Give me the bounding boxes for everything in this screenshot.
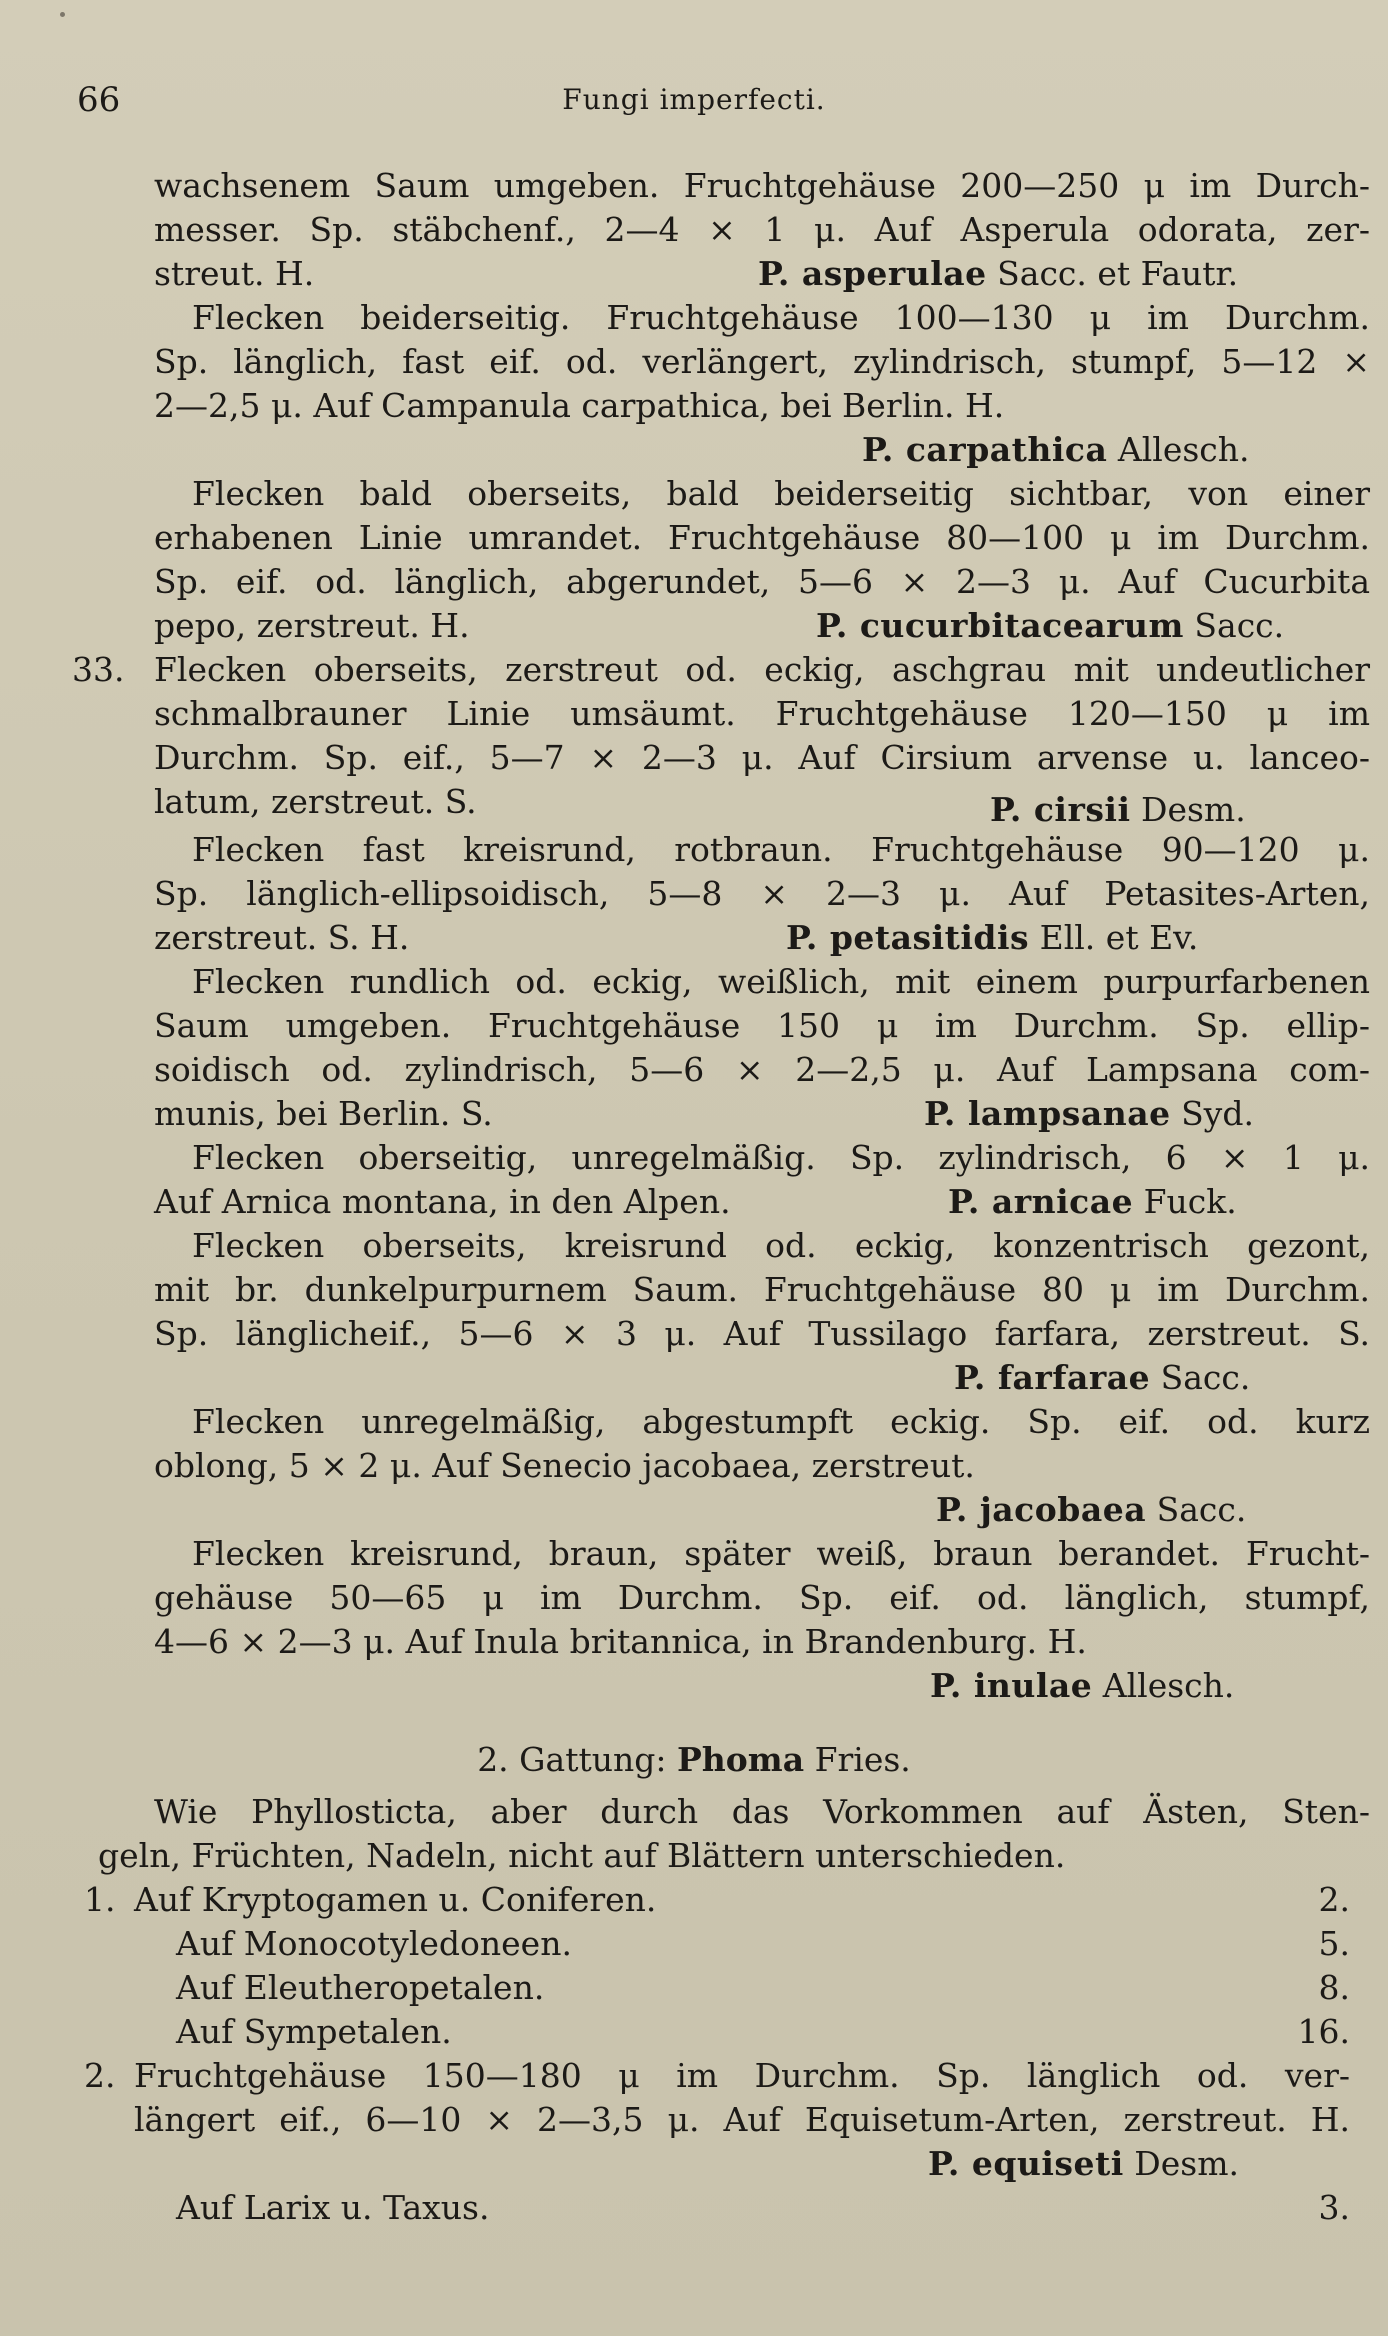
text-line: Flecken bald oberseits, bald beiderseitig sichtbar, von einer [192,474,1370,513]
key-ref: 2. [1318,1880,1350,1919]
key-number: 1. [84,1880,116,1919]
text-line: Flecken oberseitig, unregelmäßig. Sp. zylindrisch, 6 × 1 μ. [192,1138,1370,1177]
species-name: P. asperulae Sacc. et Fautr. [758,254,1239,293]
species-name: P. lampsanae Syd. [924,1094,1254,1133]
key-text: Auf Eleutheropetalen. [176,1968,545,2007]
key-number: 2. [84,2056,116,2095]
text-line: Sp. länglich, fast eif. od. verlängert, zylindrisch, stumpf, 5—12 × [154,342,1370,381]
text-line: messer. Sp. stäbchenf., 2—4 × 1 μ. Auf Asperula odorata, zer- [154,210,1370,249]
species-name: P. arnicae Fuck. [948,1182,1237,1221]
text-line: Flecken oberseits, kreisrund od. eckig, konzentrisch gezont, [192,1226,1370,1265]
species-name: P. equiseti Desm. [928,2144,1240,2183]
text-line: Flecken fast kreisrund, rotbraun. Fruchtgehäuse 90—120 μ. [192,830,1370,869]
text-line: schmalbrauner Linie umsäumt. Fruchtgehäuse 120—150 μ im [154,694,1370,733]
text-line: Auf Arnica montana, in den Alpen. [154,1182,731,1221]
text-line: wachsenem Saum umgeben. Fruchtgehäuse 200—250 μ im Durch- [154,166,1370,205]
paper-speck [60,12,65,17]
key-text: Auf Kryptogamen u. Coniferen. [134,1880,657,1919]
text-line: gehäuse 50—65 μ im Durchm. Sp. eif. od. länglich, stumpf, [154,1578,1370,1617]
key-ref: 8. [1318,1968,1350,2007]
species-name: P. inulae Allesch. [930,1666,1235,1705]
genus-heading: 2. Gattung: Phoma Fries. [477,1740,911,1779]
species-name: P. farfarae Sacc. [954,1358,1251,1397]
text-line: Flecken oberseits, zerstreut od. eckig, aschgrau mit undeutlicher [154,650,1370,689]
text-line: oblong, 5 × 2 μ. Auf Senecio jacobaea, zerstreut. [154,1446,975,1485]
page-number: 66 [77,80,121,120]
key-ref: 3. [1318,2188,1350,2227]
text-line: erhabenen Linie umrandet. Fruchtgehäuse 80—100 μ im Durchm. [154,518,1370,557]
text-line: Flecken beiderseitig. Fruchtgehäuse 100—130 μ im Durchm. [192,298,1370,337]
text-line: Sp. länglicheif., 5—6 × 3 μ. Auf Tussilago farfara, zerstreut. S. [154,1314,1370,1353]
text-line: 2—2,5 μ. Auf Campanula carpathica, bei Berlin. H. [154,386,1005,425]
text-line: längert eif., 6—10 × 2—3,5 μ. Auf Equisetum-Arten, zerstreut. H. [134,2100,1350,2139]
text-line: Flecken rundlich od. eckig, weißlich, mit einem purpurfarbenen [192,962,1370,1001]
text-line: geln, Früchten, Nadeln, nicht auf Blättern unterschieden. [98,1836,1066,1875]
text-line: Saum umgeben. Fruchtgehäuse 150 μ im Durchm. Sp. ellip- [154,1006,1370,1045]
species-name: P. petasitidis Ell. et Ev. [786,918,1199,957]
text-line: soidisch od. zylindrisch, 5—6 × 2—2,5 μ. Auf Lampsana com- [154,1050,1370,1089]
species-name: P. jacobaea Sacc. [936,1490,1247,1529]
running-title: Fungi imperfecti. [562,83,826,116]
text-line: 4—6 × 2—3 μ. Auf Inula britannica, in Brandenburg. H. [154,1622,1087,1661]
text-line: Durchm. Sp. eif., 5—7 × 2—3 μ. Auf Cirsium arvense u. lanceo- [154,738,1370,777]
text-line: pepo, zerstreut. H. [154,606,470,645]
species-name: P. cucurbitacearum Sacc. [816,606,1285,645]
text-line: Wie Phyllosticta, aber durch das Vorkommen auf Ästen, Sten- [154,1792,1370,1831]
text-line: munis, bei Berlin. S. [154,1094,493,1133]
text-line: latum, zerstreut. S. [154,782,477,821]
text-line: Flecken unregelmäßig, abgestumpft eckig. Sp. eif. od. kurz [192,1402,1370,1441]
species-name: P. carpathica Allesch. [862,430,1250,469]
key-text: Auf Larix u. Taxus. [176,2188,490,2227]
key-text: Auf Monocotyledoneen. [176,1924,572,1963]
text-line: Sp. eif. od. länglich, abgerundet, 5—6 × 2—3 μ. Auf Cucurbita [154,562,1370,601]
key-number: 33. [72,650,125,689]
species-name: P. cirsii Desm. [990,790,1246,829]
text-line: Flecken kreisrund, braun, später weiß, braun berandet. Frucht- [192,1534,1370,1573]
text-line: streut. H. [154,254,315,293]
text-line: Fruchtgehäuse 150—180 μ im Durchm. Sp. länglich od. ver- [134,2056,1350,2095]
key-text: Auf Sympetalen. [176,2012,452,2051]
text-line: Sp. länglich-ellipsoidisch, 5—8 × 2—3 μ. Auf Petasites-Arten, [154,874,1370,913]
text-line: mit br. dunkelpurpurnem Saum. Fruchtgehäuse 80 μ im Durchm. [154,1270,1370,1309]
page-header [0,80,1388,130]
key-ref: 5. [1318,1924,1350,1963]
text-line: zerstreut. S. H. [154,918,410,957]
key-ref: 16. [1297,2012,1350,2051]
